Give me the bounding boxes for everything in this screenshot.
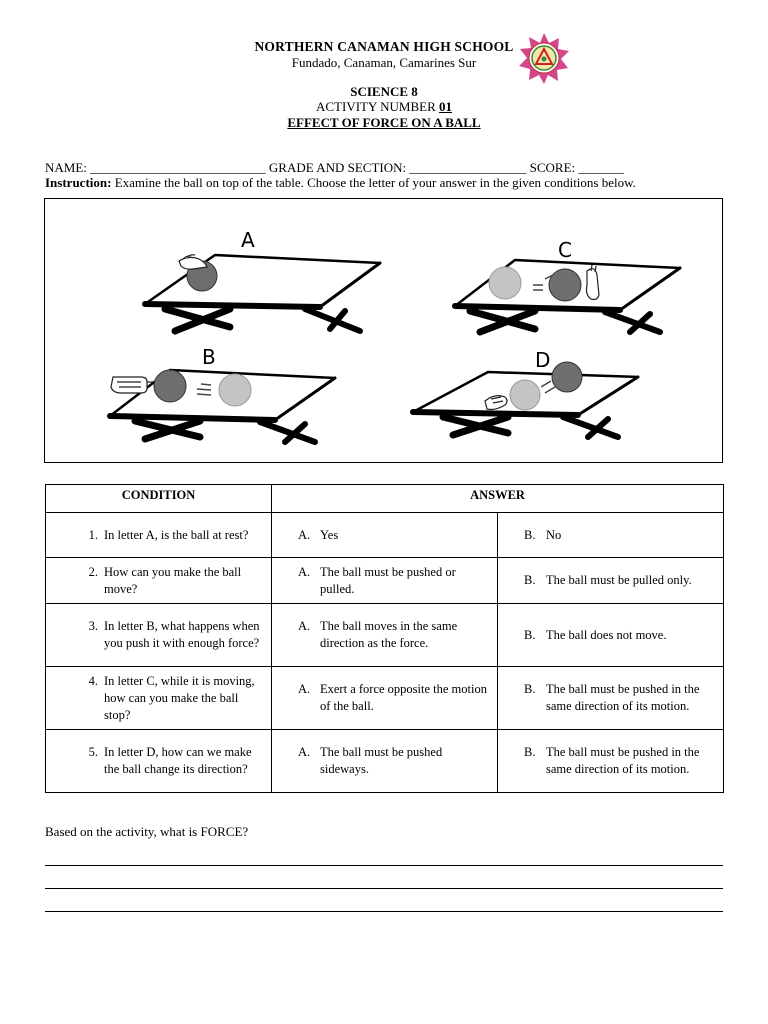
- question-text: In letter D, how can we make the ball change its direction?: [104, 745, 252, 776]
- ball-d-end: [552, 362, 582, 392]
- choice-b-letter: B.: [524, 627, 536, 642]
- question-number: 2.: [88, 564, 98, 579]
- choice-a-letter: A.: [298, 527, 311, 542]
- ball-b-end: [219, 374, 251, 406]
- choice-b-letter: B.: [524, 527, 536, 542]
- choice-a-letter: A.: [298, 619, 311, 633]
- choice-b-text: The ball must be pushed in the same direction of its motion.: [546, 682, 700, 713]
- table-row: [46, 667, 724, 730]
- instruction: [45, 175, 722, 191]
- ball-c-start: [489, 267, 521, 299]
- choice-a-text: Exert a force opposite the motion of the ball.: [320, 682, 487, 713]
- answer-line: [45, 911, 723, 912]
- choice-a-letter: A.: [298, 745, 311, 759]
- closing-question: Based on the activity, what is FORCE?: [45, 824, 249, 839]
- table-row: [46, 513, 724, 558]
- label-c: C: [558, 238, 572, 262]
- choice-a-letter: A.: [298, 564, 311, 579]
- condition-header: CONDITION: [46, 485, 272, 513]
- choice-b-letter: B.: [524, 682, 536, 696]
- ball-c-end: [549, 269, 581, 301]
- table-header-row: [46, 485, 724, 513]
- hand-b: [111, 377, 153, 393]
- ball-table-figure: [44, 198, 723, 463]
- answer-header: ANSWER: [272, 485, 724, 513]
- table-row: [46, 558, 724, 604]
- label-d: D: [535, 348, 551, 372]
- instruction-text: Examine the ball on top of the table. Choose the letter of your answer in the given conditions below.: [111, 175, 636, 190]
- label-a: A: [241, 228, 255, 252]
- subject-heading: SCIENCE 8: [350, 84, 418, 99]
- school-name: NORTHERN CANAMAN HIGH SCHOOL: [254, 39, 514, 54]
- conditions-table: [45, 484, 724, 793]
- question-number: 4.: [88, 673, 98, 688]
- choice-a-text: Yes: [320, 527, 339, 542]
- table-row: [46, 730, 724, 793]
- student-info-line: NAME: ___________________________ GRADE AND SECTION: __________________ SCORE: _______: [45, 160, 624, 175]
- question-text: How can you make the ball move?: [104, 564, 242, 596]
- force-illustration: [45, 199, 722, 462]
- choice-b-text: The ball does not move.: [546, 627, 667, 642]
- question-number: 1.: [88, 527, 98, 542]
- choice-a-text: The ball moves in the same direction as the force.: [320, 619, 458, 650]
- instruction-label: Instruction:: [45, 175, 112, 190]
- hand-a: [179, 255, 207, 269]
- choice-a-text: The ball must be pushed or pulled.: [320, 564, 456, 596]
- choice-b-text: The ball must be pushed in the same direction of its motion.: [546, 745, 700, 776]
- choice-b-letter: B.: [524, 745, 536, 759]
- school-seal-logo: [518, 32, 570, 84]
- answer-line: [45, 888, 723, 889]
- activity-title: EFFECT OF FORCE ON A BALL: [287, 115, 481, 130]
- choice-a-text: The ball must be pushed sideways.: [320, 745, 443, 776]
- answer-line: [45, 865, 723, 866]
- activity-number: ACTIVITY NUMBER 01: [315, 99, 452, 114]
- choice-b-text: The ball must be pulled only.: [546, 573, 692, 587]
- school-address: Fundado, Canaman, Camarines Sur: [291, 55, 477, 70]
- label-b: B: [202, 345, 216, 369]
- question-text: In letter C, while it is moving, how can you make the ball stop?: [104, 673, 255, 722]
- question-number: 5.: [88, 745, 98, 759]
- table-a: [145, 255, 380, 331]
- choice-a-letter: A.: [298, 682, 311, 696]
- question-text: In letter B, what happens when you push it with enough force?: [104, 619, 260, 650]
- question-text: In letter A, is the ball at rest?: [104, 527, 249, 542]
- choice-b-letter: B.: [524, 573, 536, 587]
- question-number: 3.: [88, 619, 98, 633]
- ball-b-start: [154, 370, 186, 402]
- choice-b-text: No: [546, 527, 562, 542]
- ball-d-start: [510, 380, 540, 410]
- table-row: [46, 604, 724, 667]
